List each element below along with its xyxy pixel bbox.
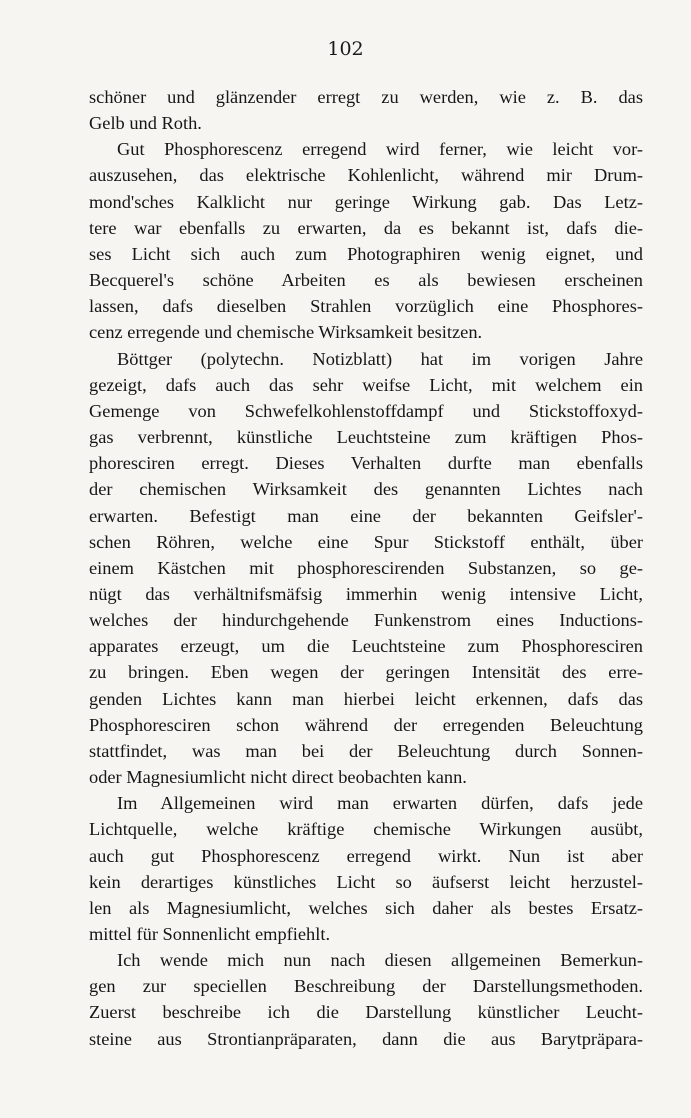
body-text: [89, 84, 643, 1052]
text-line: gas verbrennt, künstliche Leuchtsteine zum kräftigen Phos-: [89, 427, 643, 448]
text-line: kein derartiges künstliches Licht so äufserst leicht herzustel-: [89, 871, 643, 892]
text-line: erwarten. Befestigt man eine der bekannten Geifsler'-: [89, 505, 643, 526]
page-number: 102: [327, 38, 364, 60]
text-line: oder Magnesiumlicht nicht direct beobachten kann.: [89, 767, 467, 788]
text-line: gen zur speciellen Beschreibung der Darstellungsmethoden.: [89, 976, 643, 997]
text-line: steine aus Strontianpräparaten, dann die aus Barytpräpara-: [89, 1028, 643, 1049]
text-line: auch gut Phosphorescenz erregend wirkt. Nun ist aber: [89, 845, 643, 866]
text-line: Phosphoresciren schon während der erregenden Beleuchtung: [89, 714, 643, 735]
text-line: Becquerel's schöne Arbeiten es als bewiesen erscheinen: [89, 270, 643, 291]
text-line: Böttger (polytechn. Notizblatt) hat im vorigen Jahre: [117, 348, 643, 369]
text-line: mond'sches Kalklicht nur geringe Wirkung gab. Das Letz-: [89, 191, 643, 212]
text-line: genden Lichtes kann man hierbei leicht erkennen, dafs das: [89, 688, 643, 709]
text-line: nügt das verhältnifsmäfsig immerhin wenig intensive Licht,: [89, 583, 643, 604]
text-line: Lichtquelle, welche kräftige chemische Wirkungen ausübt,: [89, 819, 643, 840]
text-line: der chemischen Wirksamkeit des genannten Lichtes nach: [89, 479, 643, 500]
text-line: stattfindet, was man bei der Beleuchtung durch Sonnen-: [89, 740, 643, 761]
text-line: cenz erregende und chemische Wirksamkeit besitzen.: [89, 322, 483, 343]
text-line: apparates erzeugt, um die Leuchtsteine zum Phosphoresciren: [89, 636, 643, 657]
text-line: Gemenge von Schwefelkohlenstoffdampf und Stickstoffoxyd-: [89, 400, 643, 421]
text-line: Zuerst beschreibe ich die Darstellung künstlicher Leucht-: [89, 1002, 643, 1023]
text-line: schen Röhren, welche eine Spur Stickstoff enthält, über: [89, 531, 643, 552]
text-line: einem Kästchen mit phosphorescirenden Substanzen, so ge-: [89, 557, 643, 578]
text-line: Gelb und Roth.: [89, 113, 202, 134]
text-line: welches der hindurchgehende Funkenstrom eines Inductions-: [89, 610, 643, 631]
text-line: tere war ebenfalls zu erwarten, da es bekannt ist, dafs die-: [89, 217, 643, 238]
text-line: mittel für Sonnenlicht empfiehlt.: [89, 924, 331, 944]
text-line: zu bringen. Eben wegen der geringen Intensität des erre-: [89, 662, 643, 683]
text-line: Gut Phosphorescenz erregend wird ferner, wie leicht vor-: [117, 139, 643, 160]
text-line: auszusehen, das elektrische Kohlenlicht, während mir Drum-: [89, 165, 643, 186]
text-line: schöner und glänzender erregt zu werden, wie z. B. das: [89, 87, 643, 107]
text-line: len als Magnesiumlicht, welches sich daher als bestes Ersatz-: [89, 897, 643, 918]
text-line: Im Allgemeinen wird man erwarten dürfen, dafs jede: [117, 793, 643, 814]
text-line: phoresciren erregt. Dieses Verhalten durfte man ebenfalls: [89, 453, 643, 474]
text-line: Ich wende mich nun nach diesen allgemeinen Bemerkun-: [117, 950, 643, 971]
text-line: ses Licht sich auch zum Photographiren wenig eignet, und: [89, 243, 643, 264]
text-line: lassen, dafs dieselben Strahlen vorzüglich eine Phosphores-: [89, 296, 643, 317]
text-line: gezeigt, dafs auch das sehr weifse Licht, mit welchem ein: [89, 374, 643, 395]
